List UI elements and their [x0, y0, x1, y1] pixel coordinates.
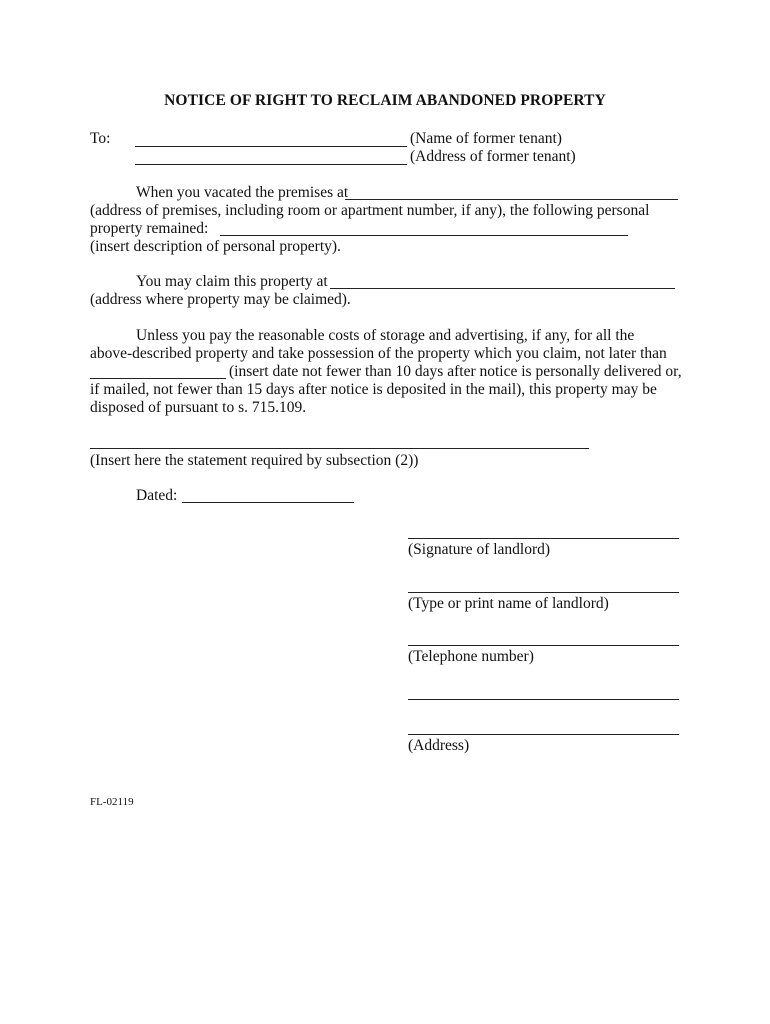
to-label: To:: [90, 130, 111, 147]
claim-line-2: (address where property may be claimed).: [90, 291, 351, 308]
telephone-caption: (Telephone number): [408, 648, 534, 665]
print-name-caption: (Type or print name of landlord): [408, 595, 609, 612]
statement-field[interactable]: [90, 448, 589, 449]
terms-line-4: if mailed, not fewer than 15 days after notice is deposited in the mail), this property may be: [90, 381, 657, 398]
property-description-field[interactable]: [220, 235, 628, 236]
tenant-name-field[interactable]: [135, 146, 407, 147]
signature-caption: (Signature of landlord): [408, 541, 551, 558]
terms-line-3: (insert date not fewer than 10 days after notice is personally delivered or,: [229, 363, 682, 380]
terms-line-5: disposed of pursuant to s. 715.109.: [90, 399, 307, 416]
terms-line-1: Unless you pay the reasonable costs of storage and advertising, if any, for all the: [136, 327, 635, 344]
premises-lead: When you vacated the premises at: [136, 184, 349, 201]
telephone-line[interactable]: [408, 645, 679, 646]
claim-address-field[interactable]: [330, 288, 675, 289]
dated-label: Dated:: [136, 487, 178, 504]
address-line-2[interactable]: [408, 734, 679, 735]
statement-caption: (Insert here the statement required by subsection (2)): [90, 452, 419, 469]
claim-lead: You may claim this property at: [136, 273, 328, 290]
tenant-name-caption: (Name of former tenant): [410, 130, 562, 147]
date-field[interactable]: [182, 502, 354, 503]
tenant-address-caption: (Address of former tenant): [410, 148, 576, 165]
form-number: FL-02119: [90, 796, 134, 808]
signature-line[interactable]: [408, 538, 679, 539]
document-title: NOTICE OF RIGHT TO RECLAIM ABANDONED PROPERTY: [164, 92, 606, 109]
address-caption: (Address): [408, 737, 470, 754]
print-name-line[interactable]: [408, 592, 679, 593]
premises-address-field[interactable]: [345, 199, 678, 200]
premises-line-2: (address of premises, including room or apartment number, if any), the following personal: [90, 202, 650, 219]
tenant-address-field[interactable]: [135, 164, 407, 165]
address-line-1[interactable]: [408, 699, 679, 700]
premises-line-4: (insert description of personal property).: [90, 238, 341, 255]
terms-line-2: above-described property and take possession of the property which you claim, not later than: [90, 345, 667, 362]
premises-line-3-label: property remained:: [90, 220, 209, 237]
reclaim-date-field[interactable]: [90, 378, 226, 379]
